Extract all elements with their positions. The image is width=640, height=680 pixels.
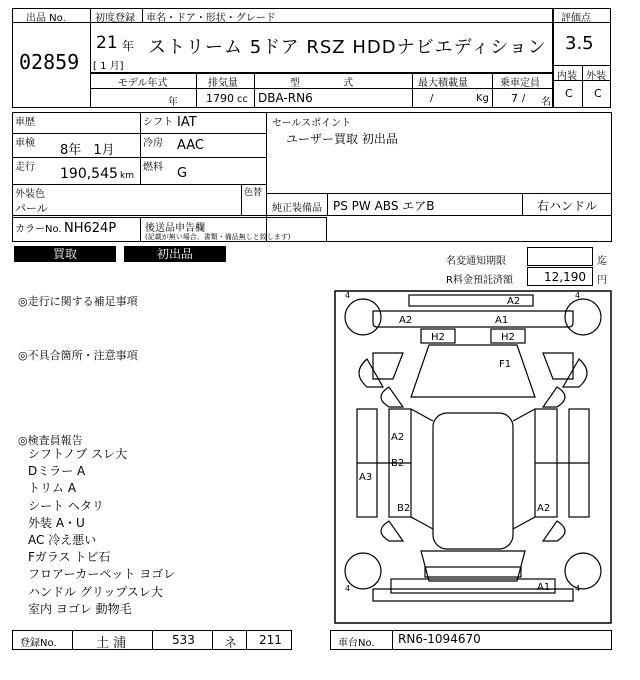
inspector-line: フロアーカーペット ヨゴレ	[28, 567, 176, 582]
score-label: 評価点	[561, 13, 591, 24]
inspector-line: 外装 A・U	[28, 515, 85, 530]
color-label: 外装色	[15, 189, 45, 200]
tag-first-listing: 初出品	[124, 246, 226, 262]
inspector-report-label: ◎検査員報告	[18, 434, 83, 447]
corner-depth-bl: 4	[345, 584, 351, 593]
aircon-label: 冷房	[143, 138, 163, 149]
max-load-unit: Kg	[476, 93, 489, 104]
interior-label: 内装	[557, 71, 577, 82]
capacity-label: 乗車定員	[500, 78, 540, 89]
aircon-value: AAC	[177, 138, 204, 153]
exterior-label: 外装	[586, 71, 606, 82]
displacement-label: 排気量	[208, 78, 238, 89]
displacement-value: 1790	[206, 92, 234, 105]
mark-left-b2: B2	[391, 458, 405, 469]
color-no-value: NH624P	[64, 221, 117, 236]
max-load-slash: /	[430, 93, 434, 104]
first-reg-month: [ 1 月]	[93, 61, 124, 72]
mark-f1: F1	[499, 359, 512, 370]
repaint-label: 色替	[244, 188, 263, 198]
car-name-label: 車名・ドア・形状・グレード	[146, 13, 276, 24]
meter-notice-box	[527, 247, 593, 266]
registration-class: 533	[172, 633, 195, 647]
first-reg-label: 初度登録	[95, 13, 135, 24]
inspector-line: シフトノブ スレ大	[28, 447, 128, 461]
mark-bottom-a1: A1	[537, 582, 551, 593]
corner-depth-br: 4	[575, 584, 581, 593]
type-label: 型 式	[290, 78, 354, 89]
first-reg-year: 21	[96, 33, 118, 53]
mark-h2-right: H2	[501, 332, 515, 343]
lot-number: 02859	[19, 50, 80, 74]
registration-kana: ネ	[224, 636, 238, 651]
inspection-label: 車検	[15, 138, 35, 149]
displacement-unit: cc	[237, 94, 248, 105]
mark-hood-a2: A2	[399, 315, 413, 326]
chassis-label: 車台No.	[338, 638, 375, 649]
mark-left-a2: A2	[391, 432, 405, 443]
score-value: 3.5	[565, 33, 594, 54]
fuel-label: 燃料	[143, 162, 163, 173]
color-value: パール	[15, 202, 48, 215]
model-year-unit: 年	[168, 97, 178, 108]
recycle-value: 12,190	[544, 270, 586, 284]
meter-notice-label: 名変通知期限	[446, 256, 506, 267]
capacity-slash: /	[522, 93, 526, 104]
sales-point: ユーザー買取 初出品	[286, 132, 398, 146]
docs-label: 後送品申告欄	[145, 223, 205, 234]
recycle-unit: 円	[597, 275, 607, 286]
type-value: DBA-RN6	[258, 91, 313, 105]
mark-h2-left: H2	[431, 332, 445, 343]
mark-top-a2: A2	[507, 296, 521, 307]
mark-right-a2: A2	[537, 503, 551, 514]
chassis-number: RN6-1094670	[398, 632, 481, 646]
mark-left-a3: A3	[359, 472, 373, 483]
equipment-label: 純正装備品	[272, 203, 322, 214]
docs-note: (記載が無い場合、書類・備品無しと致します)	[145, 233, 291, 241]
lot-label: 出品 No.	[26, 13, 66, 24]
year-unit: 年	[122, 39, 135, 53]
car-damage-diagram	[333, 289, 613, 625]
recycle-label: R料金預託済額	[446, 275, 513, 286]
registration-label: 登録No.	[20, 638, 57, 649]
inspector-lines	[28, 446, 175, 618]
inspector-line: シート ヘタリ	[28, 498, 104, 513]
inspector-line: ハンドル グリップスレ大	[28, 584, 163, 599]
inspector-line: トリム A	[28, 481, 77, 496]
capacity-value: 7	[511, 92, 518, 105]
mark-hood-a1: A1	[495, 315, 509, 326]
mileage-unit: km	[120, 171, 134, 181]
car-name: ストリーム 5ドア RSZ HDDナビエディション	[148, 37, 547, 58]
sales-point-label: セールスポイント	[272, 118, 352, 129]
history-label: 車歴	[15, 117, 35, 128]
corner-depth-tr: 4	[575, 291, 581, 300]
drive-remarks-label: ◎走行に関する補足事項	[18, 295, 138, 308]
exterior-grade: C	[594, 87, 602, 100]
tag-kaitori: 買取	[14, 246, 116, 262]
defect-remarks-label: ◎不具合箇所・注意事項	[18, 349, 138, 362]
inspection-value: 8年 1月	[60, 143, 115, 158]
equipment-value: PS PW ABS エアB	[333, 199, 435, 213]
shift-value: IAT	[177, 115, 197, 130]
mileage-label: 走行	[15, 162, 35, 173]
shift-label: シフト	[143, 117, 173, 128]
registration-place: 土 浦	[96, 636, 127, 651]
fuel-value: G	[177, 166, 188, 181]
mileage-value: 190,545	[60, 166, 118, 182]
meter-notice-unit: 迄	[597, 256, 607, 267]
handle-value: 右ハンドル	[537, 199, 598, 213]
inspector-line: Dミラー A	[28, 464, 86, 479]
max-load-label: 最大積載量	[418, 78, 468, 89]
corner-depth-tl: 4	[345, 291, 351, 300]
inspector-line: 室内 ヨゴレ 動物毛	[28, 601, 132, 616]
registration-number: 211	[259, 633, 282, 647]
interior-grade: C	[565, 87, 573, 100]
inspector-line: Fガラス トビ石	[28, 550, 111, 565]
capacity-unit: 名	[541, 97, 551, 108]
model-year-label: モデル年式	[118, 78, 168, 89]
inspector-line: AC 冷え悪い	[28, 533, 97, 548]
color-no-label: カラーNo.	[15, 224, 62, 235]
mark-left-b2-rear: B2	[397, 503, 411, 514]
